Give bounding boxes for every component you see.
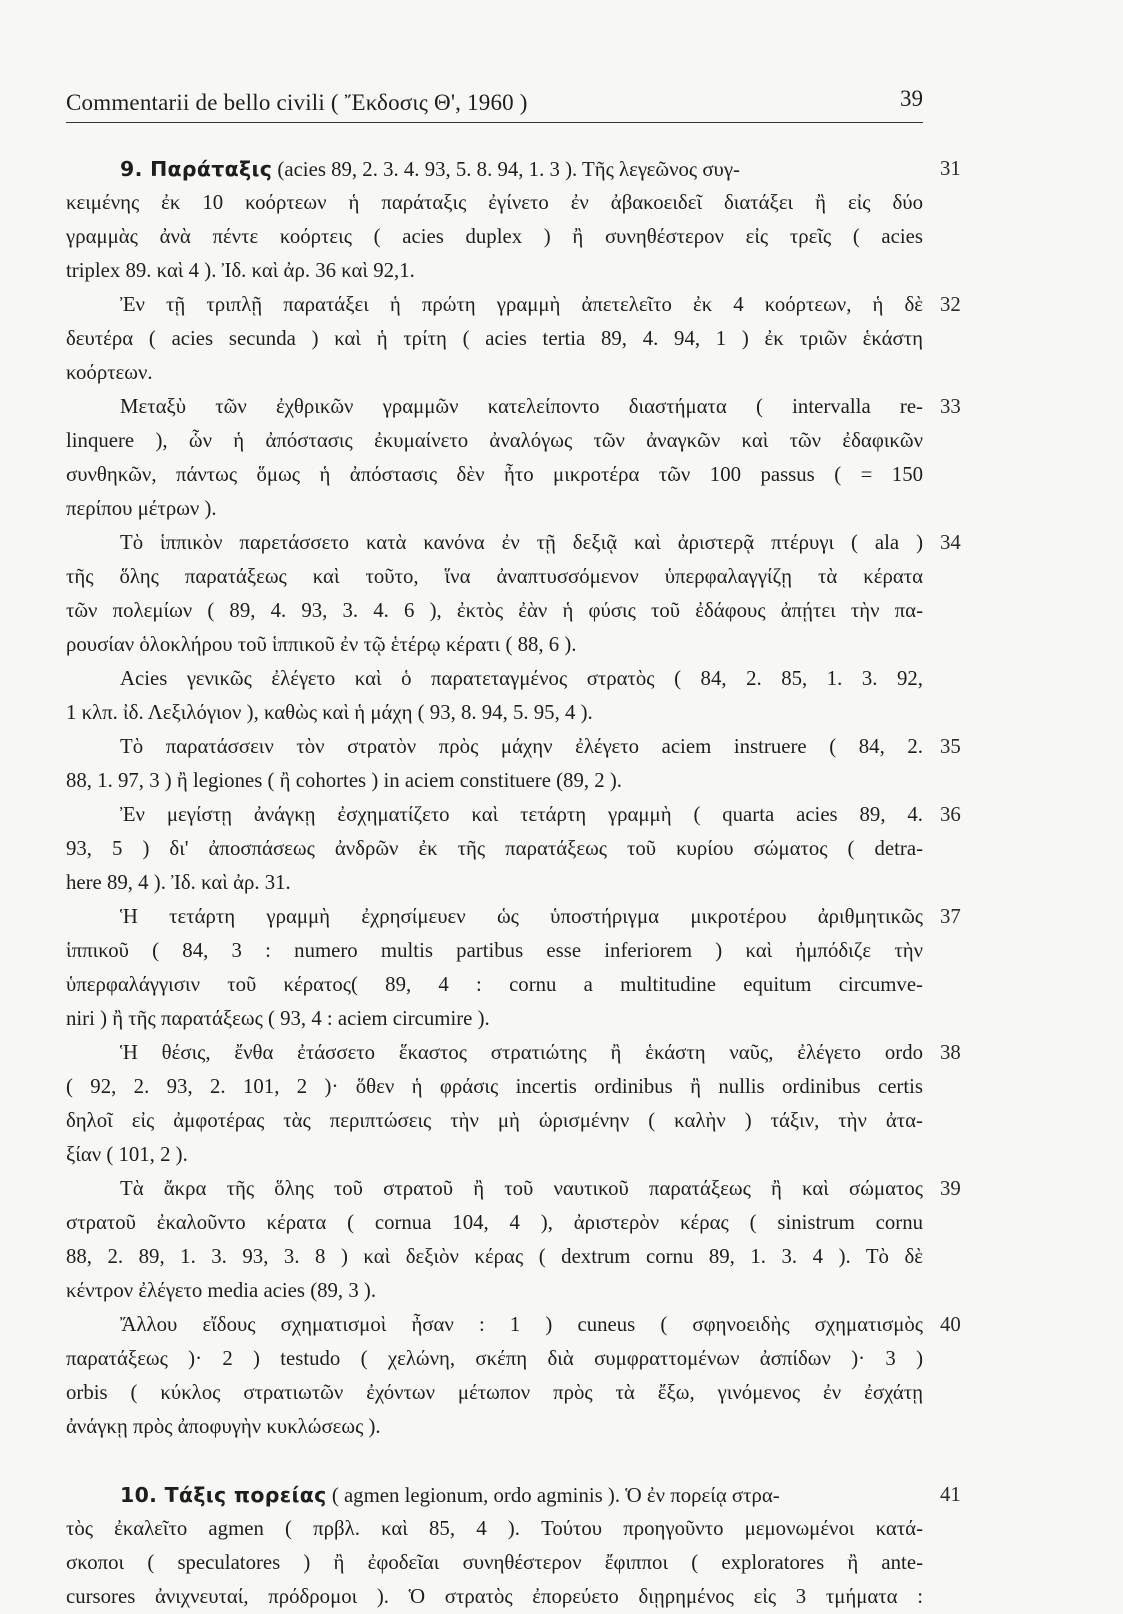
text-line: Ἐν τῇ τριπλῇ παρατάξει ἡ πρώτη γραμμὴ ἀπετελεῖτο ἐκ 4 κοόρτεων, ἡ δὲ 32 xyxy=(66,288,923,322)
text-line: 88, 1. 97, 3 ) ἢ legiones ( ἢ cohortes ) in aciem constituere (89, 2 ). xyxy=(66,769,622,792)
section-9 xyxy=(66,152,966,1444)
text-line: κοόρτεων. xyxy=(66,361,153,384)
margin-number: 34 xyxy=(940,531,961,554)
text-line: κέντρον ἐλέγετο media acies (89, 3 ). xyxy=(66,1279,377,1302)
text-line: here 89, 4 ). Ἰδ. καὶ ἀρ. 31. xyxy=(66,871,291,894)
text-line: ξίαν ( 101, 2 ). xyxy=(66,1143,188,1166)
text-line: Ἡ θέσις, ἔνθα ἐτάσσετο ἕκαστος στρατιώτης ἢ ἑκάστη ναῦς, ἐλέγετο ordo 38 xyxy=(66,1036,923,1070)
text-line: γραμμὰς ἀνὰ πέντε κοόρτεις ( acies duplex ) ἢ συνηθέστερον εἰς τρεῖς ( acies xyxy=(66,225,923,248)
text-line: στρατοῦ ἐκαλοῦντο κέρατα ( cornua 104, 4 ), ἀριστερὸν κέρας ( sinistrum cornu xyxy=(66,1211,923,1234)
text-line: τῆς ὅλης παρατάξεως καὶ τοῦτο, ἵνα ἀναπτυσσόμενον ὑπερφαλαγγίζῃ τὰ κέρατα xyxy=(66,565,923,588)
text-line: Τὸ παρατάσσειν τὸν στρατὸν πρὸς μάχην ἐλέγετο aciem instruere ( 84, 2. 35 xyxy=(66,730,923,764)
text-line: δευτέρα ( acies secunda ) καὶ ἡ τρίτη ( acies tertia 89, 4. 94, 1 ) ἐκ τριῶν ἑκάστη xyxy=(66,327,923,350)
text-line: niri ) ἢ τῆς παρατάξεως ( 93, 4 : aciem circumire ). xyxy=(66,1007,490,1030)
text-line: Τὸ ἱππικὸν παρετάσσετο κατὰ κανόνα ἐν τῇ δεξιᾷ καὶ ἀριστερᾷ πτέρυγι ( ala ) 34 xyxy=(66,526,923,560)
text-line: ἱππικοῦ ( 84, 3 : numero multis partibus esse inferiorem ) καὶ ἠμπόδιζε τὴν xyxy=(66,939,923,962)
text-body xyxy=(66,152,966,1614)
margin-number: 32 xyxy=(940,293,961,316)
section-heading: 9. Παράταξις xyxy=(120,157,273,181)
running-title: Commentarii de bello civili ( Ἔκδοσις Θ', 1960 ) xyxy=(66,90,528,115)
page-number: 39 xyxy=(900,86,923,111)
page-header xyxy=(66,86,923,123)
margin-number: 36 xyxy=(940,803,961,826)
margin-number: 33 xyxy=(940,395,961,418)
text-line: Acies γενικῶς ἐλέγετο καὶ ὁ παρατεταγμένος στρατὸς ( 84, 2. 85, 1. 3. 92, xyxy=(120,667,923,690)
text-line: triplex 89. καὶ 4 ). Ἰδ. καὶ ἀρ. 36 καὶ 92,1. xyxy=(66,259,415,282)
text-line: ὑπερφαλάγγισιν τοῦ κέρατος( 89, 4 : cornu a multitudine equitum circumve- xyxy=(66,973,923,996)
section-10 xyxy=(66,1478,966,1614)
text-line: orbis ( κύκλος στρατιωτῶν ἐχόντων μέτωπον πρὸς τὰ ἔξω, γινόμενος ἐν ἐσχάτῃ xyxy=(66,1381,923,1404)
text-line: Τὰ ἄκρα τῆς ὅλης τοῦ στρατοῦ ἢ τοῦ ναυτικοῦ παρατάξεως ἢ καὶ σώματος 39 xyxy=(66,1172,923,1206)
text-line: Ἐν μεγίστῃ ἀνάγκῃ ἐσχηματίζετο καὶ τετάρτη γραμμὴ ( quarta acies 89, 4. 36 xyxy=(66,798,923,832)
text-line: cursores ἀνιχνευταί, πρόδρομοι ). Ὁ στρατὸς ἐπορεύετο διῃρημένος εἰς 3 τμήματα : xyxy=(66,1585,923,1608)
margin-number: 39 xyxy=(940,1177,961,1200)
text-line: ρουσίαν ὁλοκλήρου τοῦ ἱππικοῦ ἐν τῷ ἑτέρῳ κέρατι ( 88, 6 ). xyxy=(66,633,577,656)
margin-number: 35 xyxy=(940,735,961,758)
text-line: σκοποι ( speculatores ) ἢ ἐφοδεῖαι συνηθέστερον ἔφιπποι ( exploratores ἢ ante- xyxy=(66,1551,923,1574)
text-line: ἀνάγκῃ πρὸς ἀποφυγὴν κυκλώσεως ). xyxy=(66,1415,381,1438)
margin-number: 40 xyxy=(940,1313,961,1336)
text-line: 93, 5 ) δι' ἀποσπάσεως ἀνδρῶν ἐκ τῆς παρατάξεως τοῦ κυρίου σώματος ( detra- xyxy=(66,837,923,860)
text-line: τὸς ἐκαλεῖτο agmen ( πρβλ. καὶ 85, 4 ). Τούτου προηγοῦντο μεμονωμένοι κατά- xyxy=(66,1517,923,1540)
margin-number: 41 xyxy=(940,1483,961,1506)
text-line: 88, 2. 89, 1. 3. 93, 3. 8 ) καὶ δεξιὸν κέρας ( dextrum cornu 89, 1. 3. 4 ). Τὸ δὲ xyxy=(66,1245,923,1268)
text-line: 1 κλπ. ἰδ. Λεξιλόγιον ), καθὼς καὶ ἡ μάχη ( 93, 8. 94, 5. 95, 4 ). xyxy=(66,701,593,724)
margin-number: 31 xyxy=(940,157,961,180)
section-heading: 10. Τάξις πορείας xyxy=(120,1483,327,1507)
text-line: linquere ), ὧν ἡ ἀπόστασις ἐκυμαίνετο ἀναλόγως τῶν ἀναγκῶν καὶ τῶν ἐδαφικῶν xyxy=(66,429,923,452)
text-line: δηλοῖ εἰς ἀμφοτέρας τὰς περιπτώσεις τὴν μὴ ὡρισμένην ( καλὴν ) τάξιν, τὴν ἀτα- xyxy=(66,1109,923,1132)
text-line: τῶν πολεμίων ( 89, 4. 93, 3. 4. 6 ), ἐκτὸς ἐὰν ἡ φύσις τοῦ ἐδάφους ἀπῄτει τὴν πα- xyxy=(66,599,923,622)
text-line: 10. Τάξις πορείας ( agmen legionum, ordo agminis ). Ὁ ἐν πορείᾳ στρα- 41 xyxy=(66,1478,923,1512)
text-line: περίπου μέτρων ). xyxy=(66,497,217,520)
margin-number: 38 xyxy=(940,1041,961,1064)
text-line: Ἄλλου εἴδους σχηματισμοὶ ἦσαν : 1 ) cuneus ( σφηνοειδὴς σχηματισμὸς 40 xyxy=(66,1308,923,1342)
text-line: συνθηκῶν, πάντως ὅμως ἡ ἀπόστασις δὲν ἦτο μικροτέρα τῶν 100 passus ( = 150 xyxy=(66,463,923,486)
text-line: 9. Παράταξις (acies 89, 2. 3. 4. 93, 5. 8. 94, 1. 3 ). Τῆς λεγεῶνος συγ- 31 xyxy=(66,152,923,186)
text-line: ( 92, 2. 93, 2. 101, 2 )· ὅθεν ἡ φράσις incertis ordinibus ἢ nullis ordinibus certis xyxy=(66,1075,923,1098)
text-line: Ἡ τετάρτη γραμμὴ ἐχρησίμευεν ὡς ὑποστήριγμα μικροτέρου ἀριθμητικῶς 37 xyxy=(66,900,923,934)
text-line: παρατάξεως )· 2 ) testudo ( χελώνη, σκέπη διὰ συμφραττομένων ἀσπίδων )· 3 ) xyxy=(66,1347,923,1370)
text-line: Μεταξὺ τῶν ἐχθρικῶν γραμμῶν κατελείποντο διαστήματα ( intervalla re- 33 xyxy=(66,390,923,424)
text-line: κειμένης ἐκ 10 κοόρτεων ἡ παράταξις ἐγίνετο ἐν ἀβακοειδεῖ διατάξει ἢ εἰς δύο xyxy=(66,191,923,214)
margin-number: 37 xyxy=(940,905,961,928)
